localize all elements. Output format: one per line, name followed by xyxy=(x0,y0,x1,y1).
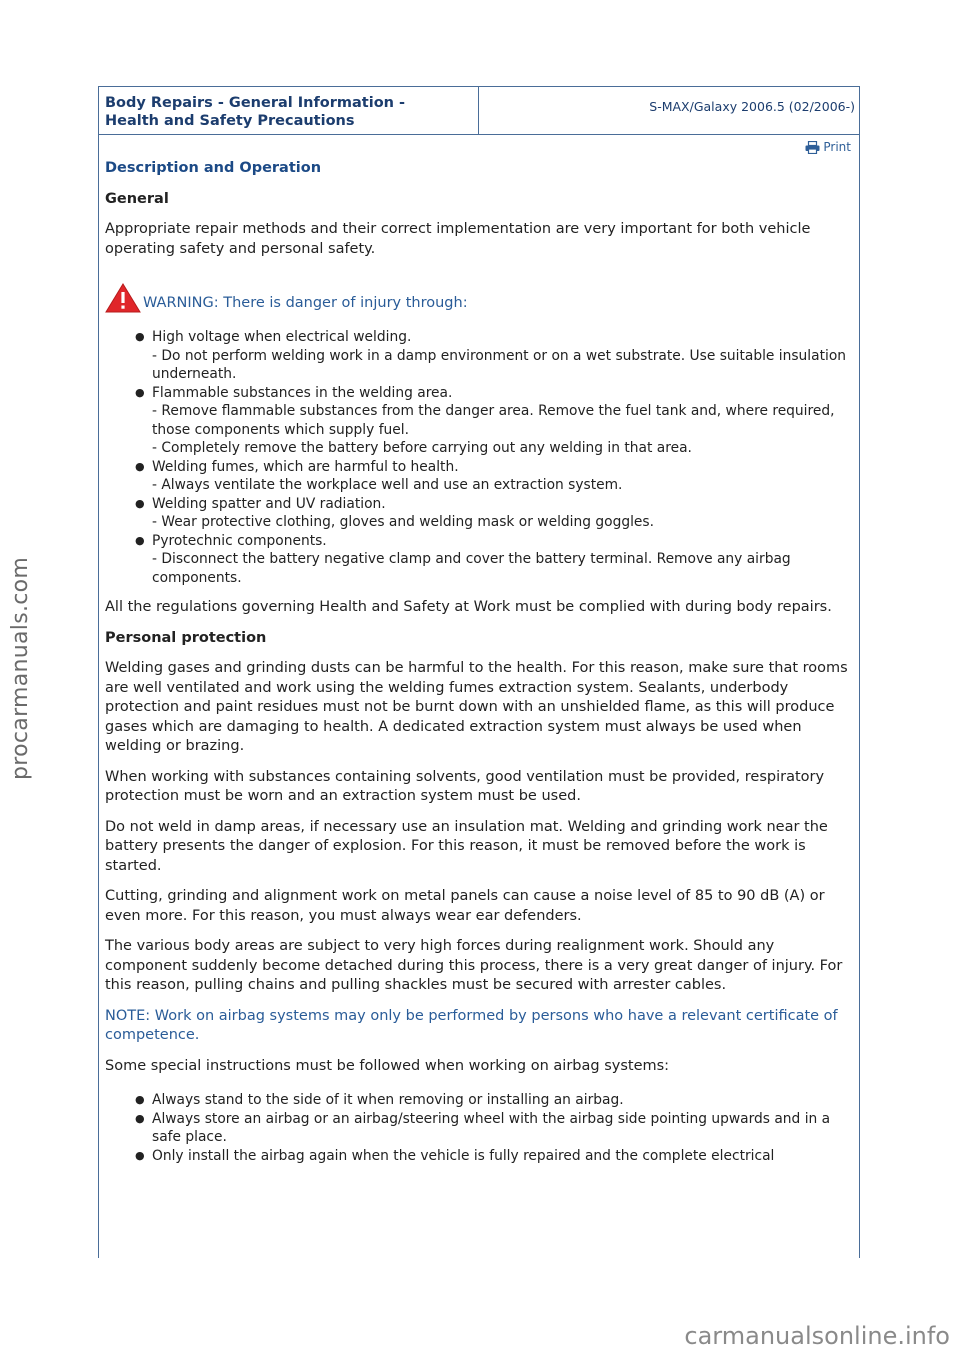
list-item: ● Only install the airbag again when the vehicle is fully repaired and the complete electrical xyxy=(105,1147,853,1166)
airbag-list xyxy=(105,1091,853,1165)
document-header xyxy=(99,87,859,135)
document-page xyxy=(98,86,860,1258)
list-item: ● Always stand to the side of it when removing or installing an airbag. xyxy=(105,1091,853,1110)
regulations-paragraph: All the regulations governing Health and Safety at Work must be complied with during body repairs. xyxy=(105,599,832,615)
print-label[interactable]: Print xyxy=(823,140,851,154)
intro-paragraph: Appropriate repair methods and their correct implementation are very important for both vehicle operating safety and personal safety. xyxy=(105,221,811,257)
warning-text: WARNING: There is danger of injury through: xyxy=(143,294,468,311)
document-body xyxy=(99,159,859,1165)
title-line-1: Body Repairs - General Information - xyxy=(105,95,406,111)
paragraph: Welding gases and grinding dusts can be harmful to the health. For this reason, make sure that rooms are well ventilated and work using the welding fumes extraction system. Sealants, underbody protection and paint residues must not be burnt down with an unshielded flame, as this will produce gases which are damaging to health. A dedicated extraction system must always be used when welding or brazing. xyxy=(105,660,848,754)
printer-icon xyxy=(805,141,820,154)
list-item: ● Always store an airbag or an airbag/steering wheel with the airbag side pointing upwards and in a safe place. xyxy=(105,1110,853,1147)
warning-list xyxy=(105,328,853,587)
paragraph: Cutting, grinding and alignment work on metal panels can cause a noise level of 85 to 90 dB (A) or even more. For this reason, you must always wear ear defenders. xyxy=(105,888,825,924)
list-item: ● High voltage when electrical welding. - Do not perform welding work in a damp environment or on a wet substrate. Use suitable insulation underneath. xyxy=(105,328,853,384)
warning-callout xyxy=(105,281,853,313)
personal-protection-heading: Personal protection xyxy=(105,629,267,646)
page-title xyxy=(99,87,479,134)
print-link[interactable] xyxy=(99,135,859,159)
list-item: ● Pyrotechnic components. - Disconnect the battery negative clamp and cover the battery terminal. Remove any airbag components. xyxy=(105,532,853,588)
title-line-2: Health and Safety Precautions xyxy=(105,113,355,129)
note-follow-text: Some special instructions must be followed when working on airbag systems: xyxy=(105,1057,670,1074)
general-heading: General xyxy=(105,190,169,207)
bottom-watermark: carmanualsonline.info xyxy=(684,1322,950,1350)
list-item: ● Welding spatter and UV radiation. - Wear protective clothing, gloves and welding mask or welding goggles. xyxy=(105,495,853,532)
paragraph: When working with substances containing solvents, good ventilation must be provided, respiratory protection must be worn and an extraction system must be used. xyxy=(105,768,825,804)
model-label: S-MAX/Galaxy 2006.5 (02/2006-) xyxy=(649,99,855,114)
list-item: ● Flammable substances in the welding area. - Remove flammable substances from the danger area. Remove the fuel tank and, where required, those components which supply fuel. - Completely remove the battery before carrying out any welding in that area. xyxy=(105,384,853,458)
paragraph: Do not weld in damp areas, if necessary use an insulation mat. Welding and grinding work near the battery presents the danger of explosion. For this reason, it must be removed before the work is started. xyxy=(105,818,828,874)
paragraph: The various body areas are subject to very high forces during realignment work. Should any component suddenly become detached during this process, there is a very great danger of injury. For this reason, pulling chains and pulling shackles must be secured with arrester cables. xyxy=(105,938,843,993)
list-item: ● Welding fumes, which are harmful to health. - Always ventilate the workplace well and use an extraction system. xyxy=(105,458,853,495)
section-title: Description and Operation xyxy=(105,160,322,176)
side-watermark: procarmanuals.com xyxy=(8,556,33,780)
warning-triangle-icon xyxy=(105,283,141,313)
note-text: NOTE: Work on airbag systems may only be performed by persons who have a relevant certificate of competence. xyxy=(105,1007,838,1043)
